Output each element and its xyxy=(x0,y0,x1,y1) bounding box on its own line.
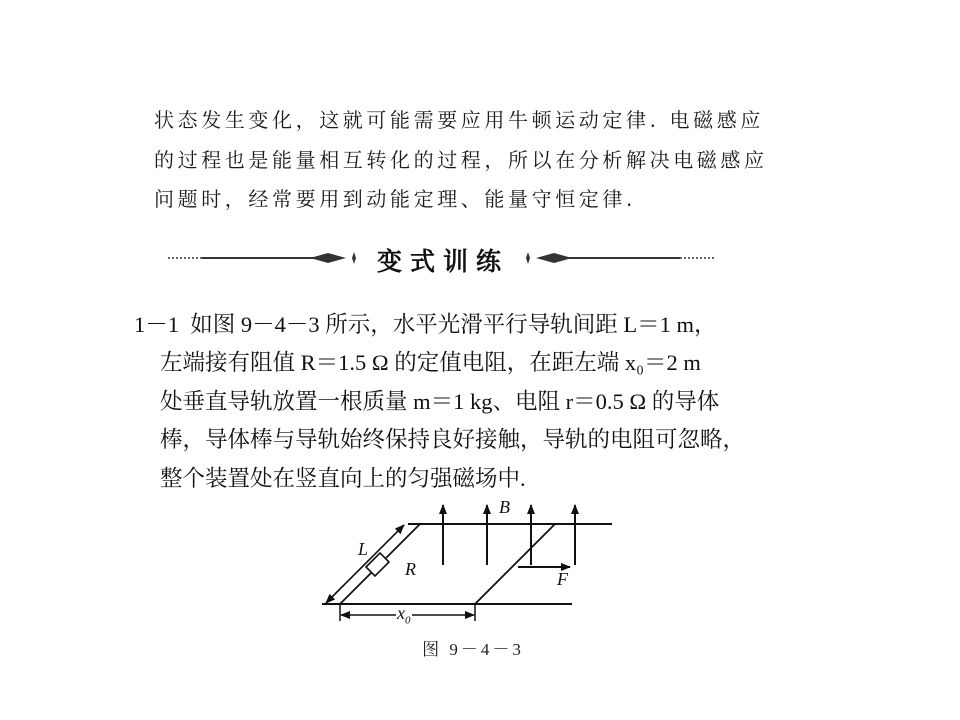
L-dimension-arrow xyxy=(326,525,404,603)
section-title: 变式训练 xyxy=(376,247,509,276)
problem-line-2: 左端接有阻值 R＝1.5 Ω 的定值电阻，在距左端 x₀＝2 m xyxy=(160,350,701,376)
figure-caption: 图 9－4－3 xyxy=(422,640,524,659)
figure-9-4-3 xyxy=(300,495,640,670)
intro-line-2: 的过程也是能量相互转化的过程，所以在分析解决电磁感应 xyxy=(154,147,768,172)
label-x0-sub: 0 xyxy=(405,614,411,627)
problem-line-1 xyxy=(134,306,814,344)
label-B: B xyxy=(499,497,510,517)
section-banner xyxy=(168,238,714,280)
resistor-icon xyxy=(366,553,389,576)
label-x0 xyxy=(396,605,412,629)
problem-line-5: 整个装置处在竖直向上的匀强磁场中. xyxy=(160,465,526,491)
intro-line-3: 问题时，经常要用到动能定理、能量守恒定律. xyxy=(154,187,636,211)
label-x0-main: x xyxy=(397,603,405,623)
intro-line-1: 状态发生变化，这就可能需要应用牛顿运动定律. 电磁感应 xyxy=(154,108,764,132)
problem-line-3: 处垂直导轨放置一根质量 m＝1 kg、电阻 r＝0.5 Ω 的导体 xyxy=(160,388,720,414)
intro-paragraph xyxy=(154,101,814,220)
label-R: R xyxy=(405,559,416,579)
problem-line-4: 棒，导体棒与导轨始终保持良好接触，导轨的电阻可忽略， xyxy=(160,427,746,453)
problem-text-1: 如图 9－4－3 所示，水平光滑平行导轨间距 L＝1 m， xyxy=(190,312,717,337)
problem-paragraph xyxy=(134,306,814,498)
problem-number: 1－1 xyxy=(134,312,180,337)
label-L: L xyxy=(358,539,369,559)
label-F: F xyxy=(557,569,568,589)
